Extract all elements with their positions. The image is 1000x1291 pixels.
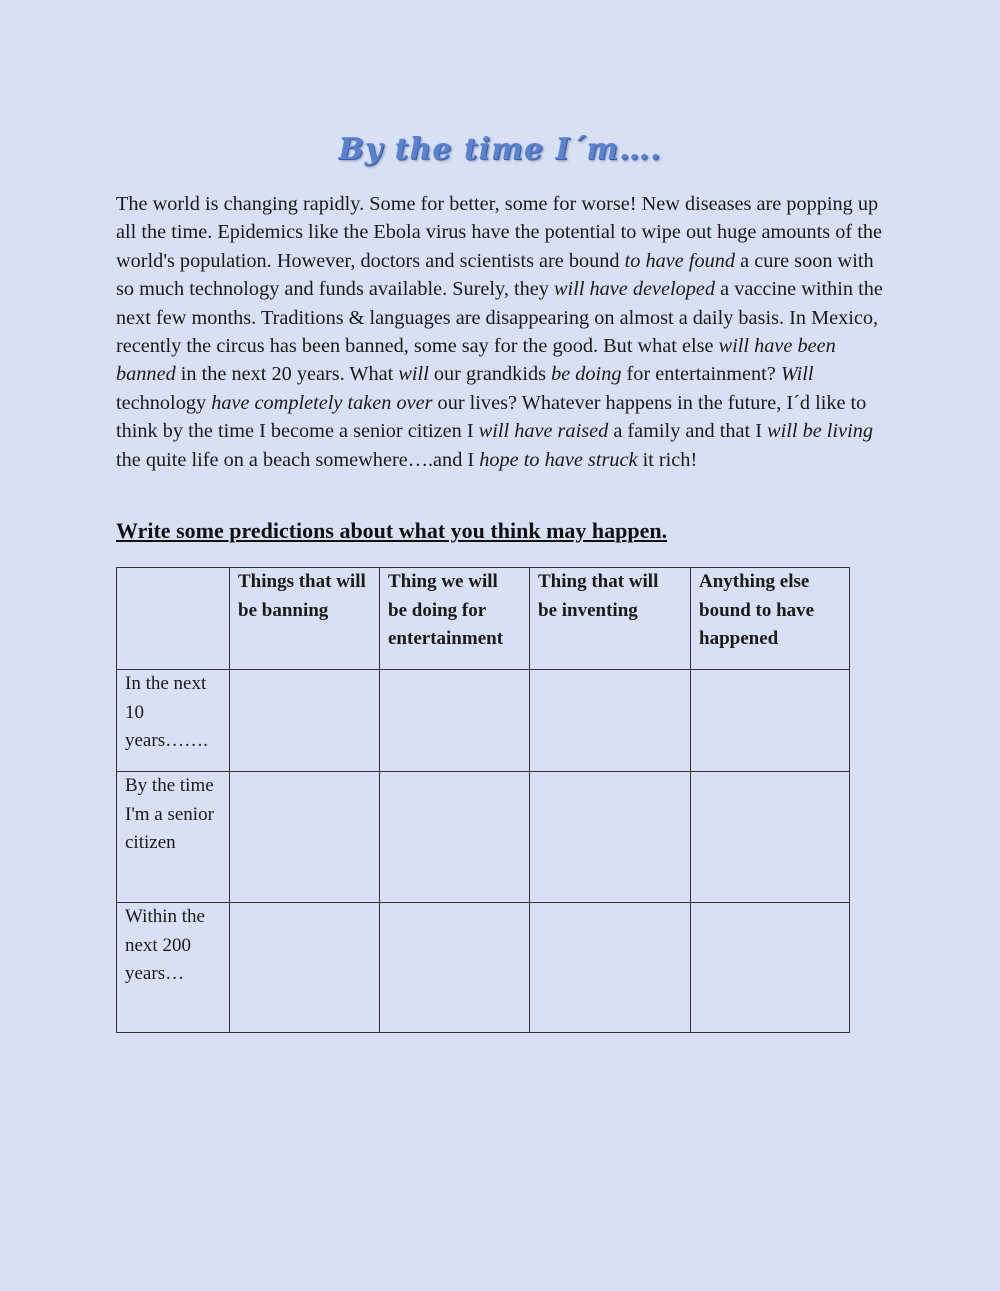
table-row [117,772,850,903]
column-header-entertainment: Thing we will be doing for entertainment [380,568,530,670]
answer-cell[interactable] [691,670,850,772]
row-label-next-200-years: Within the next 200 years… [117,903,230,1033]
row-label-next-10-years: In the next 10 years……. [117,670,230,772]
intro-text-segment: for entertainment? [621,363,781,386]
intro-italic-phrase: Will [780,363,814,386]
answer-cell[interactable] [230,670,380,772]
answer-cell[interactable] [530,670,691,772]
answer-cell[interactable] [230,903,380,1033]
page-title: By the time I´m…. [338,132,662,168]
intro-text-segment: our grandkids [428,363,552,386]
answer-cell[interactable] [380,670,530,772]
intro-italic-phrase: have completely taken over [211,391,433,414]
intro-text-segment: a cure soon with so much technology and funds available. Surely, they [116,249,874,301]
intro-text-segment: in the next 20 years. What [175,363,399,386]
column-header-inventing: Thing that will be inventing [530,568,691,670]
intro-italic-phrase: to have found [624,249,736,272]
column-header-anything-else: Anything else bound to have happened [691,568,850,670]
answer-cell[interactable] [380,772,530,903]
intro-text-segment: The world is changing rapidly. Some for better, some for worse! New diseases are popping up all the time. Epidemics like the Ebola virus have the potential to wipe out huge amounts of the world's population. However, doctors and scientists are bound [116,193,882,272]
intro-text-segment: technology [116,391,212,414]
intro-text-segment: a vaccine within the next few months. Traditions & languages are disappearing on almost a daily basis. In Mexico, recently the circus has been banned, some say for the good. But what else [116,278,883,358]
table-row [117,670,850,772]
table-corner-cell [117,568,230,670]
table-header-row [117,568,850,670]
intro-italic-phrase: will have raised [478,420,609,443]
column-header-banning: Things that will be banning [230,568,380,670]
intro-italic-phrase: will have developed [554,278,716,301]
answer-cell[interactable] [230,772,380,903]
instruction-heading: Write some predictions about what you think may happen. [116,518,668,543]
answer-cell[interactable] [691,903,850,1033]
intro-text-segment: our lives? Whatever happens in the future, I´d like to think by the time I become a senior citizen I [116,391,867,443]
row-label-senior-citizen: By the time I'm a senior citizen [117,772,230,903]
answer-cell[interactable] [530,903,691,1033]
table-row [117,903,850,1033]
intro-italic-phrase: will [398,363,429,386]
intro-text-segment: it rich! [637,448,698,471]
intro-italic-phrase: will be living [767,420,873,443]
intro-italic-phrase: hope to have struck [479,448,638,471]
predictions-table [116,567,850,1033]
intro-text-segment: a family and that I [608,420,768,443]
intro-italic-phrase: be doing [551,363,622,386]
intro-text-segment: the quite life on a beach somewhere….and I [116,448,480,471]
answer-cell[interactable] [530,772,691,903]
intro-paragraph [116,190,884,474]
intro-italic-phrase: will have been banned [116,335,836,386]
answer-cell[interactable] [691,772,850,903]
answer-cell[interactable] [380,903,530,1033]
